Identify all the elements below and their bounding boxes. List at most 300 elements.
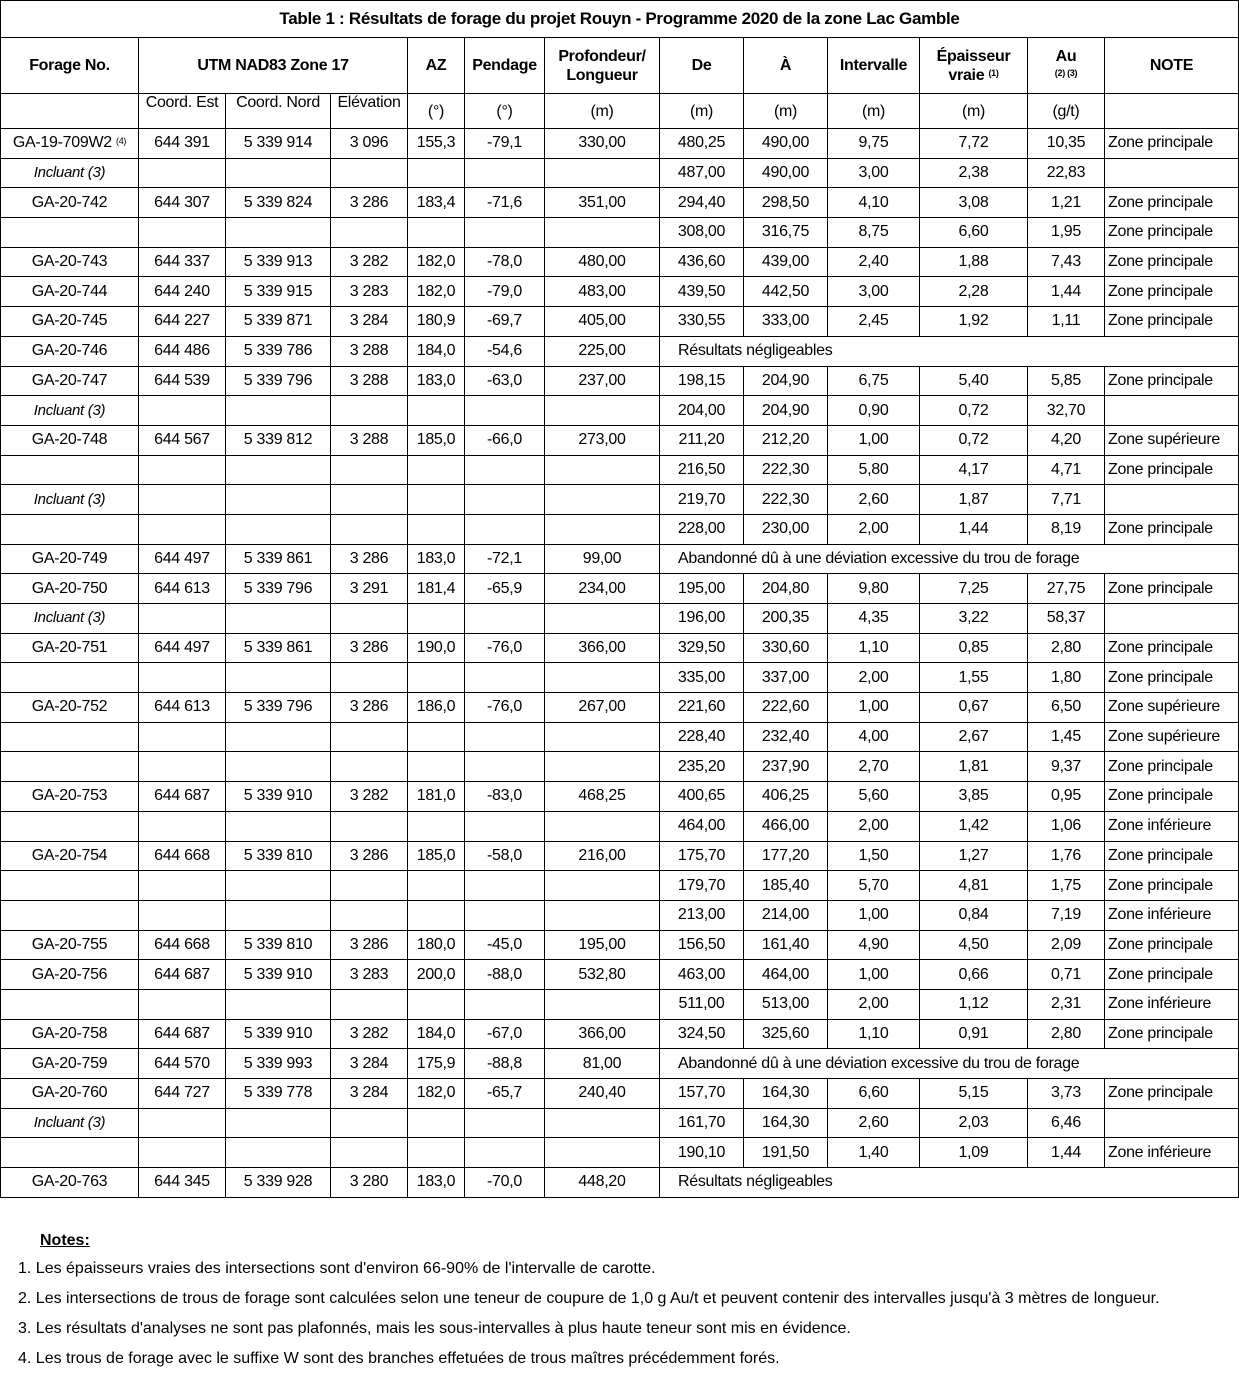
- cell-nord: 5 339 861: [226, 633, 331, 663]
- table-row: [1, 1079, 1239, 1109]
- cell-pendage: [465, 900, 545, 930]
- cell-est: 644 668: [139, 930, 226, 960]
- cell-pendage: [465, 1138, 545, 1168]
- unit-de: (m): [660, 94, 744, 129]
- cell-int: 4,90: [828, 930, 920, 960]
- cell-forage: [1, 663, 139, 693]
- header-au-label: Au: [1055, 47, 1077, 65]
- cell-a: 513,00: [744, 989, 828, 1019]
- cell-a: 214,00: [744, 900, 828, 930]
- table-row: [1, 900, 1239, 930]
- cell-pendage: [465, 1108, 545, 1138]
- cell-est: 644 227: [139, 307, 226, 337]
- cell-int: 1,00: [828, 900, 920, 930]
- cell-est: 644 613: [139, 574, 226, 604]
- cell-note: [1105, 1108, 1239, 1138]
- cell-nord: [226, 218, 331, 248]
- cell-est: 644 497: [139, 633, 226, 663]
- table-row: [1, 811, 1239, 841]
- cell-est: 644 240: [139, 277, 226, 307]
- cell-elev: [331, 900, 408, 930]
- cell-a: 164,30: [744, 1108, 828, 1138]
- cell-de: 198,15: [660, 366, 744, 396]
- notes-title: Notes:: [40, 1232, 90, 1249]
- cell-de: 161,70: [660, 1108, 744, 1138]
- cell-pendage: [465, 514, 545, 544]
- cell-a: 164,30: [744, 1079, 828, 1109]
- cell-forage: GA-20-748: [1, 425, 139, 455]
- cell-int: 2,40: [828, 247, 920, 277]
- cell-a: 490,00: [744, 158, 828, 188]
- cell-nord: 5 339 796: [226, 366, 331, 396]
- cell-ep: 5,15: [920, 1079, 1028, 1109]
- cell-ep: 1,88: [920, 247, 1028, 277]
- cell-az: 183,4: [408, 188, 465, 218]
- cell-nord: 5 339 861: [226, 544, 331, 574]
- cell-a: 204,80: [744, 574, 828, 604]
- cell-ep: 1,92: [920, 307, 1028, 337]
- table-row: [1, 693, 1239, 723]
- unit-note: [1105, 94, 1239, 129]
- cell-forage: GA-20-747: [1, 366, 139, 396]
- table-row: [1, 1019, 1239, 1049]
- cell-forage: [1, 900, 139, 930]
- cell-az: 182,0: [408, 247, 465, 277]
- cell-de: 157,70: [660, 1079, 744, 1109]
- table-row: [1, 247, 1239, 277]
- header-de: De: [660, 38, 744, 94]
- cell-note: Zone principale: [1105, 871, 1239, 901]
- cell-result-message: Résultats négligeables: [660, 336, 1239, 366]
- cell-int: 4,00: [828, 722, 920, 752]
- cell-forage: [1, 514, 139, 544]
- cell-ep: 1,55: [920, 663, 1028, 693]
- cell-au: 7,43: [1028, 247, 1105, 277]
- cell-note: Zone inférieure: [1105, 900, 1239, 930]
- cell-est: [139, 989, 226, 1019]
- note-item: 3. Les résultats d'analyses ne sont pas plafonnés, mais les sous-intervalles à plus haute teneur sont mis en évidence.: [18, 1320, 851, 1337]
- cell-de: 308,00: [660, 218, 744, 248]
- cell-pendage: -76,0: [465, 633, 545, 663]
- cell-de: 175,70: [660, 841, 744, 871]
- cell-elev: 3 284: [331, 1049, 408, 1079]
- cell-a: 466,00: [744, 811, 828, 841]
- cell-prof: 240,40: [545, 1079, 660, 1109]
- table-row: [1, 871, 1239, 901]
- cell-nord: 5 339 913: [226, 247, 331, 277]
- cell-prof: [545, 900, 660, 930]
- cell-est: [139, 1108, 226, 1138]
- unit-elevation: [331, 94, 408, 129]
- cell-au: 6,46: [1028, 1108, 1105, 1138]
- cell-int: 2,00: [828, 663, 920, 693]
- cell-elev: 3 282: [331, 782, 408, 812]
- cell-forage: GA-20-754: [1, 841, 139, 871]
- cell-au: 58,37: [1028, 604, 1105, 634]
- cell-forage: GA-20-750: [1, 574, 139, 604]
- cell-int: 2,60: [828, 485, 920, 515]
- cell-forage: GA-20-749: [1, 544, 139, 574]
- table-row: [1, 514, 1239, 544]
- cell-elev: 3 291: [331, 574, 408, 604]
- cell-de: 216,50: [660, 455, 744, 485]
- cell-prof: 366,00: [545, 633, 660, 663]
- cell-az: [408, 811, 465, 841]
- cell-nord: 5 339 910: [226, 782, 331, 812]
- cell-pendage: [465, 455, 545, 485]
- header-epaisseur-label: Épaisseur vraie: [936, 47, 1011, 84]
- table-row: [1, 277, 1239, 307]
- cell-prof: 330,00: [545, 129, 660, 159]
- cell-int: 1,10: [828, 1019, 920, 1049]
- cell-pendage: [465, 752, 545, 782]
- cell-forage: GA-20-743: [1, 247, 139, 277]
- cell-note: Zone principale: [1105, 960, 1239, 990]
- cell-elev: [331, 989, 408, 1019]
- cell-de: 219,70: [660, 485, 744, 515]
- cell-int: 5,70: [828, 871, 920, 901]
- cell-int: 9,80: [828, 574, 920, 604]
- cell-nord: 5 339 796: [226, 574, 331, 604]
- cell-note: Zone principale: [1105, 782, 1239, 812]
- cell-de: 235,20: [660, 752, 744, 782]
- cell-forage: [1, 1138, 139, 1168]
- cell-prof: 237,00: [545, 366, 660, 396]
- cell-pendage: -88,8: [465, 1049, 545, 1079]
- cell-de: 190,10: [660, 1138, 744, 1168]
- header-pendage: Pendage: [465, 38, 545, 94]
- cell-pendage: -67,0: [465, 1019, 545, 1049]
- cell-de: 330,55: [660, 307, 744, 337]
- cell-nord: 5 339 824: [226, 188, 331, 218]
- cell-forage: [1, 811, 139, 841]
- header-forage: Forage No.: [1, 38, 139, 94]
- cell-au: 1,11: [1028, 307, 1105, 337]
- cell-forage: GA-20-755: [1, 930, 139, 960]
- header-epaisseur: [920, 38, 1028, 94]
- cell-est: 644 307: [139, 188, 226, 218]
- cell-az: [408, 455, 465, 485]
- cell-pendage: -71,6: [465, 188, 545, 218]
- cell-nord: 5 339 910: [226, 1019, 331, 1049]
- table-row: [1, 930, 1239, 960]
- table-row: [1, 336, 1239, 366]
- cell-est: [139, 900, 226, 930]
- cell-ep: 7,72: [920, 129, 1028, 159]
- cell-au: 1,06: [1028, 811, 1105, 841]
- cell-prof: [545, 604, 660, 634]
- unit-profondeur: (m): [545, 94, 660, 129]
- cell-int: 2,00: [828, 811, 920, 841]
- cell-forage: GA-20-763: [1, 1168, 139, 1198]
- cell-az: 180,9: [408, 307, 465, 337]
- cell-ep: 4,17: [920, 455, 1028, 485]
- cell-prof: [545, 455, 660, 485]
- cell-elev: [331, 752, 408, 782]
- cell-nord: 5 339 928: [226, 1168, 331, 1198]
- cell-ep: 1,87: [920, 485, 1028, 515]
- cell-note: Zone principale: [1105, 752, 1239, 782]
- cell-az: [408, 485, 465, 515]
- table-row: [1, 307, 1239, 337]
- cell-note: Zone principale: [1105, 1079, 1239, 1109]
- cell-result-message: Abandonné dû à une déviation excessive du trou de forage: [660, 1049, 1239, 1079]
- cell-int: 1,40: [828, 1138, 920, 1168]
- cell-est: [139, 1138, 226, 1168]
- cell-prof: [545, 722, 660, 752]
- cell-prof: 468,25: [545, 782, 660, 812]
- cell-nord: [226, 871, 331, 901]
- cell-forage: GA-20-759: [1, 1049, 139, 1079]
- unit-elevation-label: Élévation: [337, 95, 401, 111]
- cell-est: [139, 396, 226, 426]
- cell-prof: 216,00: [545, 841, 660, 871]
- cell-est: [139, 485, 226, 515]
- cell-az: 190,0: [408, 633, 465, 663]
- cell-pendage: [465, 485, 545, 515]
- cell-au: 1,76: [1028, 841, 1105, 871]
- cell-pendage: [465, 663, 545, 693]
- cell-az: [408, 1108, 465, 1138]
- cell-au: 5,85: [1028, 366, 1105, 396]
- cell-elev: [331, 485, 408, 515]
- cell-prof: [545, 811, 660, 841]
- cell-nord: [226, 455, 331, 485]
- table-body: [1, 129, 1239, 1198]
- cell-note: [1105, 604, 1239, 634]
- cell-nord: 5 339 993: [226, 1049, 331, 1079]
- cell-de: 221,60: [660, 693, 744, 723]
- cell-au: 1,45: [1028, 722, 1105, 752]
- cell-de: 196,00: [660, 604, 744, 634]
- cell-az: [408, 989, 465, 1019]
- table-row: [1, 1108, 1239, 1138]
- cell-pendage: -66,0: [465, 425, 545, 455]
- cell-pendage: -65,9: [465, 574, 545, 604]
- cell-int: 8,75: [828, 218, 920, 248]
- cell-note: Zone principale: [1105, 218, 1239, 248]
- cell-prof: 267,00: [545, 693, 660, 723]
- cell-est: 644 687: [139, 960, 226, 990]
- cell-au: 1,75: [1028, 871, 1105, 901]
- cell-note: Zone supérieure: [1105, 425, 1239, 455]
- cell-prof: 480,00: [545, 247, 660, 277]
- cell-az: 184,0: [408, 336, 465, 366]
- cell-az: 185,0: [408, 841, 465, 871]
- cell-forage: GA-20-742: [1, 188, 139, 218]
- cell-nord: [226, 604, 331, 634]
- cell-pendage: -79,0: [465, 277, 545, 307]
- cell-forage: [1, 752, 139, 782]
- cell-elev: 3 288: [331, 425, 408, 455]
- cell-pendage: [465, 871, 545, 901]
- cell-elev: [331, 663, 408, 693]
- cell-de: 436,60: [660, 247, 744, 277]
- unit-est-label: Coord. Est: [145, 95, 219, 111]
- cell-nord: [226, 396, 331, 426]
- cell-az: 182,0: [408, 277, 465, 307]
- cell-a: 200,35: [744, 604, 828, 634]
- cell-ep: 1,09: [920, 1138, 1028, 1168]
- table-row: [1, 425, 1239, 455]
- cell-forage: GA-20-756: [1, 960, 139, 990]
- note-item: 2. Les intersections de trous de forage sont calculées selon une teneur de coupure de 1,0 g Au/t et peuvent contenir des intervalles jusqu'à 3 mètres de longueur.: [18, 1290, 1160, 1307]
- cell-elev: [331, 1108, 408, 1138]
- cell-prof: 405,00: [545, 307, 660, 337]
- cell-pendage: -58,0: [465, 841, 545, 871]
- cell-au: 22,83: [1028, 158, 1105, 188]
- cell-nord: [226, 900, 331, 930]
- cell-int: 0,90: [828, 396, 920, 426]
- cell-de: 511,00: [660, 989, 744, 1019]
- table-row: [1, 1138, 1239, 1168]
- cell-note: Zone principale: [1105, 930, 1239, 960]
- cell-elev: [331, 604, 408, 634]
- cell-ep: 2,28: [920, 277, 1028, 307]
- cell-int: 3,00: [828, 277, 920, 307]
- cell-au: 4,20: [1028, 425, 1105, 455]
- cell-de: 335,00: [660, 663, 744, 693]
- table-row: [1, 218, 1239, 248]
- cell-note: Zone principale: [1105, 277, 1239, 307]
- cell-est: [139, 455, 226, 485]
- table-title: Table 1 : Résultats de forage du projet Rouyn - Programme 2020 de la zone Lac Gamble: [1, 1, 1239, 38]
- cell-note: Zone principale: [1105, 663, 1239, 693]
- cell-prof: [545, 485, 660, 515]
- cell-au: 0,95: [1028, 782, 1105, 812]
- cell-elev: 3 283: [331, 960, 408, 990]
- cell-est: 644 668: [139, 841, 226, 871]
- cell-a: 222,30: [744, 455, 828, 485]
- cell-est: [139, 158, 226, 188]
- cell-elev: 3 288: [331, 366, 408, 396]
- cell-de: 480,25: [660, 129, 744, 159]
- cell-az: [408, 663, 465, 693]
- cell-au: 9,37: [1028, 752, 1105, 782]
- cell-incluant: Incluant (3): [1, 396, 139, 426]
- header-utm: UTM NAD83 Zone 17: [139, 38, 408, 94]
- cell-prof: 225,00: [545, 336, 660, 366]
- cell-au: 1,21: [1028, 188, 1105, 218]
- cell-forage: GA-20-760: [1, 1079, 139, 1109]
- cell-ep: 0,84: [920, 900, 1028, 930]
- cell-ep: 0,85: [920, 633, 1028, 663]
- unit-forage: [1, 94, 139, 129]
- cell-forage: [1, 722, 139, 752]
- cell-note: [1105, 396, 1239, 426]
- cell-note: Zone inférieure: [1105, 989, 1239, 1019]
- cell-incluant: Incluant (3): [1, 485, 139, 515]
- header-profondeur: Profondeur/ Longueur: [545, 38, 660, 94]
- cell-a: 204,90: [744, 396, 828, 426]
- header-a: À: [744, 38, 828, 94]
- cell-nord: [226, 722, 331, 752]
- cell-nord: 5 339 810: [226, 930, 331, 960]
- cell-az: 175,9: [408, 1049, 465, 1079]
- cell-nord: [226, 158, 331, 188]
- table-row: [1, 158, 1239, 188]
- table-row: [1, 752, 1239, 782]
- table-row: [1, 1168, 1239, 1198]
- cell-nord: [226, 752, 331, 782]
- unit-intervalle: (m): [828, 94, 920, 129]
- cell-forage: GA-20-746: [1, 336, 139, 366]
- cell-elev: [331, 396, 408, 426]
- cell-est: 644 613: [139, 693, 226, 723]
- unit-nord-label: Coord. Nord: [236, 95, 320, 111]
- table-row: [1, 989, 1239, 1019]
- cell-result-message: Abandonné dû à une déviation excessive du trou de forage: [660, 544, 1239, 574]
- cell-au: 1,95: [1028, 218, 1105, 248]
- cell-forage: [1, 989, 139, 1019]
- notes-section: [18, 1232, 1233, 1378]
- cell-est: 644 486: [139, 336, 226, 366]
- unit-au: (g/t): [1028, 94, 1105, 129]
- cell-a: 490,00: [744, 129, 828, 159]
- cell-au: 1,80: [1028, 663, 1105, 693]
- cell-int: 2,60: [828, 1108, 920, 1138]
- cell-forage: GA-20-758: [1, 1019, 139, 1049]
- cell-ep: 0,72: [920, 396, 1028, 426]
- cell-note: [1105, 485, 1239, 515]
- table-row: [1, 722, 1239, 752]
- cell-elev: 3 282: [331, 247, 408, 277]
- cell-est: [139, 752, 226, 782]
- cell-pendage: -65,7: [465, 1079, 545, 1109]
- cell-a: 237,90: [744, 752, 828, 782]
- cell-pendage: [465, 396, 545, 426]
- cell-int: 1,00: [828, 425, 920, 455]
- cell-pendage: [465, 722, 545, 752]
- cell-az: [408, 900, 465, 930]
- cell-a: 232,40: [744, 722, 828, 752]
- cell-forage-id: GA-19-709W2: [12, 134, 112, 152]
- cell-au: 10,35: [1028, 129, 1105, 159]
- cell-de: 204,00: [660, 396, 744, 426]
- cell-de: 400,65: [660, 782, 744, 812]
- cell-de: 324,50: [660, 1019, 744, 1049]
- cell-pendage: -79,1: [465, 129, 545, 159]
- cell-pendage: -72,1: [465, 544, 545, 574]
- cell-note: Zone inférieure: [1105, 1138, 1239, 1168]
- cell-est: [139, 514, 226, 544]
- cell-prof: [545, 514, 660, 544]
- cell-note: Zone principale: [1105, 574, 1239, 604]
- table-row: [1, 633, 1239, 663]
- cell-prof: [545, 1108, 660, 1138]
- cell-az: [408, 1138, 465, 1168]
- cell-a: 222,60: [744, 693, 828, 723]
- cell-prof: 273,00: [545, 425, 660, 455]
- header-epaisseur-sup: (1): [988, 67, 999, 78]
- table-row: [1, 604, 1239, 634]
- cell-de: 487,00: [660, 158, 744, 188]
- cell-nord: 5 339 914: [226, 129, 331, 159]
- cell-elev: [331, 158, 408, 188]
- cell-est: [139, 811, 226, 841]
- cell-note: Zone principale: [1105, 366, 1239, 396]
- cell-a: 442,50: [744, 277, 828, 307]
- cell-note: Zone principale: [1105, 188, 1239, 218]
- table-row: [1, 485, 1239, 515]
- cell-au: 7,19: [1028, 900, 1105, 930]
- cell-ep: 1,42: [920, 811, 1028, 841]
- cell-prof: [545, 663, 660, 693]
- cell-prof: 195,00: [545, 930, 660, 960]
- cell-est: [139, 604, 226, 634]
- cell-elev: [331, 514, 408, 544]
- cell-est: 644 345: [139, 1168, 226, 1198]
